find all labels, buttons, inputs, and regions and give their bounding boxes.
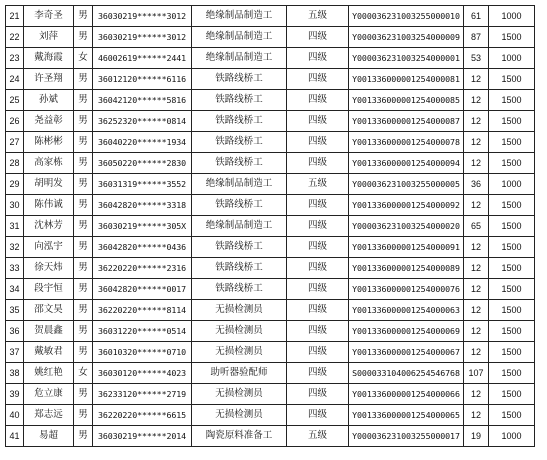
subsidy-amount-cell: 1500 [489, 111, 535, 132]
score-cell: 12 [464, 90, 489, 111]
level-cell: 四级 [287, 300, 349, 321]
gender-cell: 男 [74, 321, 93, 342]
score-cell: 12 [464, 69, 489, 90]
row-number-cell: 36 [6, 321, 24, 342]
score-cell: 36 [464, 174, 489, 195]
id-number-cell: 36030219******3012 [93, 27, 192, 48]
gender-cell: 男 [74, 279, 93, 300]
score-cell: 12 [464, 279, 489, 300]
certificate-number-cell: Y001336000001254000085 [349, 90, 464, 111]
score-cell: 12 [464, 384, 489, 405]
subsidy-amount-cell: 1500 [489, 384, 535, 405]
table-row [6, 300, 535, 321]
subsidy-amount-cell: 1500 [489, 237, 535, 258]
level-cell: 四级 [287, 258, 349, 279]
certificate-number-cell: Y001336000001254000092 [349, 195, 464, 216]
subsidy-amount-cell: 1000 [489, 48, 535, 69]
gender-cell: 男 [74, 90, 93, 111]
subsidy-amount-cell: 1500 [489, 342, 535, 363]
row-number-cell: 22 [6, 27, 24, 48]
occupation-cell: 铁路线桥工 [192, 195, 287, 216]
gender-cell: 男 [74, 69, 93, 90]
certificate-number-cell: Y001336000001254000076 [349, 279, 464, 300]
name-cell: 危立康 [24, 384, 74, 405]
level-cell: 四级 [287, 279, 349, 300]
table-row [6, 48, 535, 69]
name-cell: 向泓宇 [24, 237, 74, 258]
score-cell: 12 [464, 132, 489, 153]
score-cell: 107 [464, 363, 489, 384]
subsidy-amount-cell: 1500 [489, 258, 535, 279]
name-cell: 易超 [24, 426, 74, 447]
id-number-cell: 36220220******2316 [93, 258, 192, 279]
name-cell: 李奇圣 [24, 6, 74, 27]
name-cell: 戴海霞 [24, 48, 74, 69]
name-cell: 沈林芳 [24, 216, 74, 237]
name-cell: 徐天炜 [24, 258, 74, 279]
subsidy-amount-cell: 1500 [489, 300, 535, 321]
row-number-cell: 41 [6, 426, 24, 447]
row-number-cell: 28 [6, 153, 24, 174]
table-row [6, 6, 535, 27]
level-cell: 四级 [287, 27, 349, 48]
occupation-cell: 铁路线桥工 [192, 279, 287, 300]
score-cell: 19 [464, 426, 489, 447]
certificate-number-cell: Y001336000001254000069 [349, 321, 464, 342]
table-row [6, 195, 535, 216]
score-cell: 12 [464, 111, 489, 132]
subsidy-amount-cell: 1500 [489, 195, 535, 216]
gender-cell: 男 [74, 132, 93, 153]
certificate-number-cell: Y001336000001254000066 [349, 384, 464, 405]
subsidy-amount-cell: 1500 [489, 279, 535, 300]
subsidy-amount-cell: 1500 [489, 216, 535, 237]
occupation-cell: 无损检测员 [192, 321, 287, 342]
certificate-number-cell: Y001336000001254000063 [349, 300, 464, 321]
level-cell: 四级 [287, 69, 349, 90]
table-row [6, 216, 535, 237]
certificate-number-cell: Y000036231003254000009 [349, 27, 464, 48]
name-cell: 胡明发 [24, 174, 74, 195]
table-row [6, 426, 535, 447]
name-cell: 高家栋 [24, 153, 74, 174]
table-row [6, 174, 535, 195]
occupation-cell: 无损检测员 [192, 300, 287, 321]
gender-cell: 女 [74, 363, 93, 384]
occupation-cell: 铁路线桥工 [192, 69, 287, 90]
row-number-cell: 38 [6, 363, 24, 384]
gender-cell: 男 [74, 174, 93, 195]
subsidy-amount-cell: 1000 [489, 426, 535, 447]
level-cell: 五级 [287, 6, 349, 27]
certificate-number-cell: Y001336000001254000065 [349, 405, 464, 426]
subsidy-amount-cell: 1000 [489, 174, 535, 195]
table-row [6, 279, 535, 300]
gender-cell: 男 [74, 6, 93, 27]
certificate-number-cell: Y000036231003255000017 [349, 426, 464, 447]
occupation-cell: 陶瓷原料准备工 [192, 426, 287, 447]
id-number-cell: 36030219******2014 [93, 426, 192, 447]
score-cell: 12 [464, 258, 489, 279]
table-row [6, 153, 535, 174]
id-number-cell: 36233120******2719 [93, 384, 192, 405]
certificate-number-cell: Y001336000001254000089 [349, 258, 464, 279]
certificate-number-cell: Y001336000001254000067 [349, 342, 464, 363]
id-number-cell: 36220220******8114 [93, 300, 192, 321]
score-cell: 12 [464, 405, 489, 426]
score-cell: 53 [464, 48, 489, 69]
occupation-cell: 无损检测员 [192, 342, 287, 363]
table-row [6, 90, 535, 111]
occupation-cell: 铁路线桥工 [192, 132, 287, 153]
score-cell: 12 [464, 153, 489, 174]
id-number-cell: 36050220******2830 [93, 153, 192, 174]
score-cell: 12 [464, 342, 489, 363]
subsidy-amount-cell: 1500 [489, 363, 535, 384]
gender-cell: 男 [74, 300, 93, 321]
gender-cell: 男 [74, 153, 93, 174]
certificate-number-cell: Y001336000001254000081 [349, 69, 464, 90]
name-cell: 陈伟诚 [24, 195, 74, 216]
level-cell: 四级 [287, 90, 349, 111]
level-cell: 四级 [287, 321, 349, 342]
id-number-cell: 36040220******1934 [93, 132, 192, 153]
occupation-cell: 无损检测员 [192, 405, 287, 426]
row-number-cell: 30 [6, 195, 24, 216]
name-cell: 许圣翔 [24, 69, 74, 90]
table-row [6, 111, 535, 132]
name-cell: 段宇恒 [24, 279, 74, 300]
name-cell: 邵文昊 [24, 300, 74, 321]
table-row [6, 69, 535, 90]
certificate-number-cell: Y000036231003254000001 [349, 48, 464, 69]
id-number-cell: 36042820******0436 [93, 237, 192, 258]
occupation-cell: 铁路线桥工 [192, 237, 287, 258]
occupation-cell: 铁路线桥工 [192, 258, 287, 279]
row-number-cell: 31 [6, 216, 24, 237]
certificate-number-cell: Y000036231003254000020 [349, 216, 464, 237]
level-cell: 四级 [287, 405, 349, 426]
row-number-cell: 34 [6, 279, 24, 300]
occupation-cell: 绝缘制品制造工 [192, 216, 287, 237]
table-body [6, 6, 535, 447]
table-row [6, 321, 535, 342]
id-number-cell: 36220220******6615 [93, 405, 192, 426]
table-row [6, 363, 535, 384]
score-cell: 12 [464, 300, 489, 321]
level-cell: 四级 [287, 363, 349, 384]
row-number-cell: 37 [6, 342, 24, 363]
level-cell: 四级 [287, 48, 349, 69]
gender-cell: 男 [74, 426, 93, 447]
level-cell: 四级 [287, 342, 349, 363]
row-number-cell: 40 [6, 405, 24, 426]
gender-cell: 男 [74, 111, 93, 132]
gender-cell: 男 [74, 405, 93, 426]
name-cell: 刘萍 [24, 27, 74, 48]
id-number-cell: 36031319******3552 [93, 174, 192, 195]
occupation-cell: 绝缘制品制造工 [192, 6, 287, 27]
score-cell: 12 [464, 237, 489, 258]
occupation-cell: 绝缘制品制造工 [192, 48, 287, 69]
subsidy-amount-cell: 1500 [489, 321, 535, 342]
subsidy-amount-cell: 1500 [489, 405, 535, 426]
occupation-cell: 绝缘制品制造工 [192, 174, 287, 195]
id-number-cell: 36042820******3318 [93, 195, 192, 216]
gender-cell: 男 [74, 195, 93, 216]
table-row [6, 384, 535, 405]
score-cell: 12 [464, 195, 489, 216]
table-row [6, 342, 535, 363]
row-number-cell: 39 [6, 384, 24, 405]
id-number-cell: 36031220******0514 [93, 321, 192, 342]
subsidy-amount-cell: 1500 [489, 132, 535, 153]
score-cell: 61 [464, 6, 489, 27]
row-number-cell: 27 [6, 132, 24, 153]
level-cell: 五级 [287, 426, 349, 447]
certificate-number-cell: Y001336000001254000078 [349, 132, 464, 153]
name-cell: 郑志远 [24, 405, 74, 426]
id-number-cell: 36010320******0710 [93, 342, 192, 363]
level-cell: 四级 [287, 111, 349, 132]
row-number-cell: 35 [6, 300, 24, 321]
subsidy-amount-cell: 1000 [489, 6, 535, 27]
table-row [6, 132, 535, 153]
gender-cell: 男 [74, 258, 93, 279]
name-cell: 贺晨鑫 [24, 321, 74, 342]
level-cell: 四级 [287, 384, 349, 405]
subsidy-amount-cell: 1500 [489, 27, 535, 48]
id-number-cell: 36030219******3012 [93, 6, 192, 27]
level-cell: 四级 [287, 132, 349, 153]
gender-cell: 男 [74, 384, 93, 405]
subsidy-roster-table [5, 5, 535, 447]
certificate-number-cell: Y000036231003255000010 [349, 6, 464, 27]
row-number-cell: 33 [6, 258, 24, 279]
occupation-cell: 绝缘制品制造工 [192, 27, 287, 48]
row-number-cell: 29 [6, 174, 24, 195]
id-number-cell: 36012120******6116 [93, 69, 192, 90]
certificate-number-cell: Y000036231003255000005 [349, 174, 464, 195]
row-number-cell: 24 [6, 69, 24, 90]
name-cell: 孙斌 [24, 90, 74, 111]
occupation-cell: 无损检测员 [192, 384, 287, 405]
id-number-cell: 46002619******2441 [93, 48, 192, 69]
name-cell: 陈彬彬 [24, 132, 74, 153]
score-cell: 12 [464, 321, 489, 342]
row-number-cell: 23 [6, 48, 24, 69]
table-row [6, 237, 535, 258]
gender-cell: 男 [74, 27, 93, 48]
id-number-cell: 36042120******5816 [93, 90, 192, 111]
table-row [6, 27, 535, 48]
gender-cell: 男 [74, 342, 93, 363]
name-cell: 戴敏君 [24, 342, 74, 363]
certificate-number-cell: Y001336000001254000094 [349, 153, 464, 174]
id-number-cell: 36030120******4023 [93, 363, 192, 384]
id-number-cell: 36042820******0017 [93, 279, 192, 300]
table-row [6, 258, 535, 279]
subsidy-amount-cell: 1500 [489, 153, 535, 174]
id-number-cell: 36030219******305X [93, 216, 192, 237]
certificate-number-cell: Y001336000001254000087 [349, 111, 464, 132]
subsidy-amount-cell: 1500 [489, 90, 535, 111]
row-number-cell: 25 [6, 90, 24, 111]
certificate-number-cell: Y001336000001254000091 [349, 237, 464, 258]
subsidy-amount-cell: 1500 [489, 69, 535, 90]
certificate-number-cell: S000033104006254546768 [349, 363, 464, 384]
level-cell: 四级 [287, 216, 349, 237]
level-cell: 四级 [287, 153, 349, 174]
table-row [6, 405, 535, 426]
occupation-cell: 铁路线桥工 [192, 111, 287, 132]
score-cell: 65 [464, 216, 489, 237]
name-cell: 姚红艳 [24, 363, 74, 384]
name-cell: 尧益彰 [24, 111, 74, 132]
score-cell: 87 [464, 27, 489, 48]
gender-cell: 女 [74, 48, 93, 69]
row-number-cell: 32 [6, 237, 24, 258]
level-cell: 四级 [287, 195, 349, 216]
id-number-cell: 36252320******0814 [93, 111, 192, 132]
occupation-cell: 铁路线桥工 [192, 153, 287, 174]
level-cell: 四级 [287, 237, 349, 258]
row-number-cell: 21 [6, 6, 24, 27]
row-number-cell: 26 [6, 111, 24, 132]
level-cell: 五级 [287, 174, 349, 195]
occupation-cell: 助听器验配师 [192, 363, 287, 384]
gender-cell: 男 [74, 216, 93, 237]
occupation-cell: 铁路线桥工 [192, 90, 287, 111]
gender-cell: 男 [74, 237, 93, 258]
